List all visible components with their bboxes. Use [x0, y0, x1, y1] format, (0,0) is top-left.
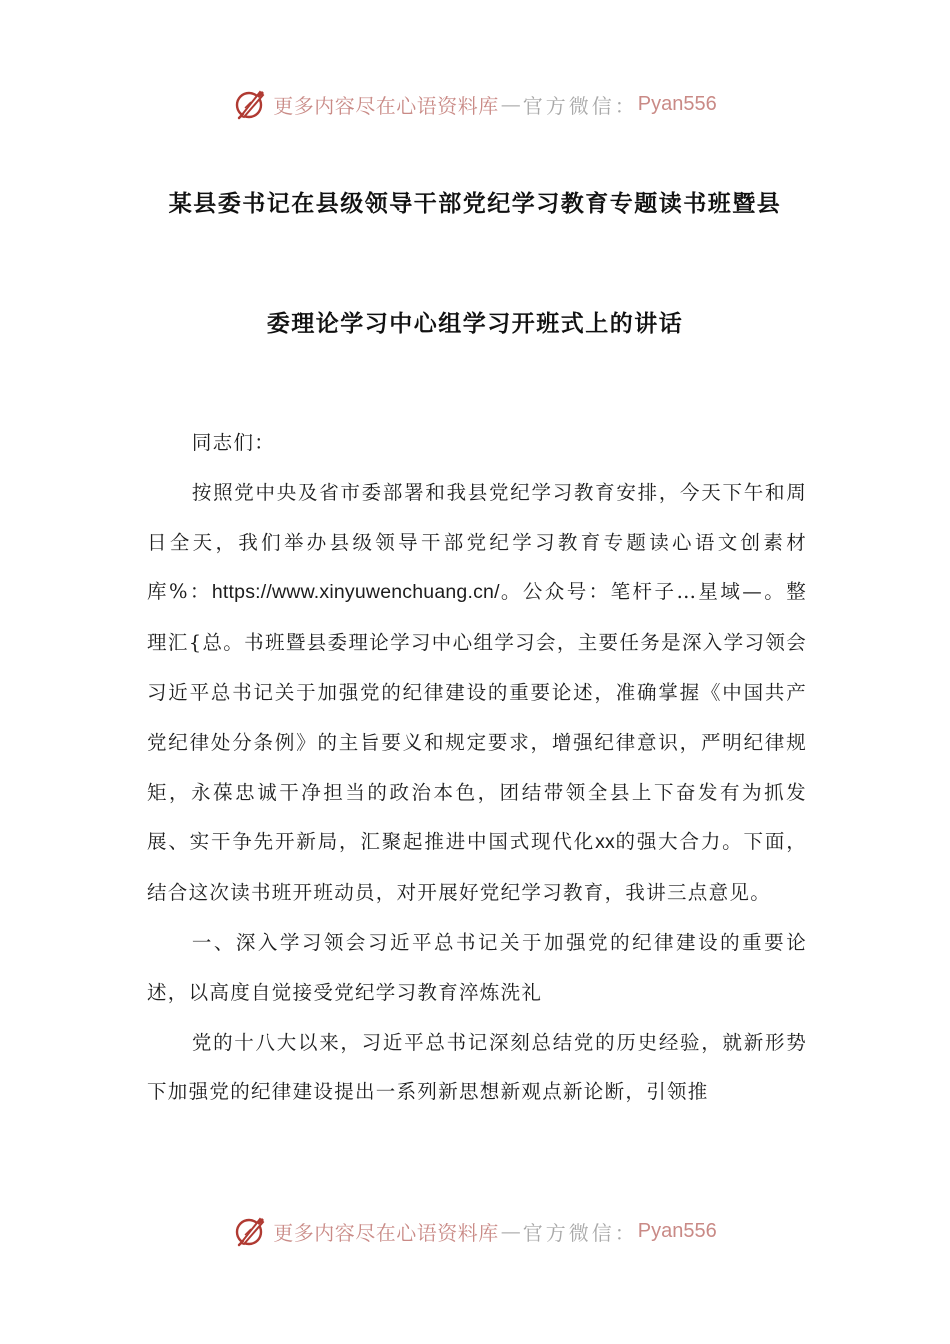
banner-wechat-label: 官方微信： [522, 1220, 638, 1245]
paragraph-intro [147, 468, 807, 918]
footer-watermark-banner [0, 1211, 950, 1251]
banner-wechat-id: Pyan556 [637, 1219, 717, 1242]
banner-brand-text: 更多内容尽在心语资料库 [273, 93, 499, 118]
header-watermark-banner [0, 84, 950, 124]
source-url: https://www.xinyuwenchuang.cn/ [211, 581, 500, 604]
document-title-line-2: 委理论学习中心组学习开班式上的讲话 [266, 311, 684, 337]
placeholder-xx: xx [595, 831, 615, 854]
banner-dash: — [500, 1219, 521, 1243]
document-body [147, 418, 807, 1117]
quill-pen-icon [233, 1213, 269, 1249]
document-title-line-1: 某县委书记在县级领导干部党纪学习教育专题读书班暨县 [168, 191, 782, 217]
salutation: 同志们： [191, 431, 276, 454]
banner-wechat-label: 官方微信： [522, 93, 638, 118]
paragraph-intro-text-b: 。公众号：笔杆子…星域—。整理汇{总。书班暨县委理论学习中心组学习会，主要任务是深入学习领会习近平总书记关于加强党的纪律建设的重要论述，准确掌握《中国共产党纪律处分条例》的主旨要义和规定要求，增强纪律意识，严明纪律规矩，永葆忠诚干净担当的政治本色，团结带领全县上下奋发有为抓发展、实干争先开新局，汇聚起推进中国式现代化 [147, 580, 808, 854]
banner-brand-text: 更多内容尽在心语资料库 [273, 1220, 499, 1245]
paragraph-intro-text-c: 的强大合力。下面，结合这次读书班开班动员，对开展好党纪学习教育，我讲三点意见。 [147, 830, 807, 905]
section-heading-1: 一、深入学习领会习近平总书记关于加强党的纪律建设的重要论述，以高度自觉接受党纪学习教育淬炼洗礼 [147, 930, 807, 1004]
quill-pen-icon [233, 86, 269, 122]
paragraph-intro-text-a: 按照党中央及省市委部署和我县党纪学习教育安排，今天下午和周日全天，我们举办县级领导干部党纪学习教育专题读心语文创素材库%： [147, 480, 807, 604]
banner-wechat-id: Pyan556 [637, 92, 717, 115]
paragraph-section-1: 党的十八大以来，习近平总书记深刻总结党的历史经验，就新形势下加强党的纪律建设提出一系列新思想新观点新论断，引领推 [147, 1030, 807, 1104]
banner-dash: — [500, 92, 521, 116]
